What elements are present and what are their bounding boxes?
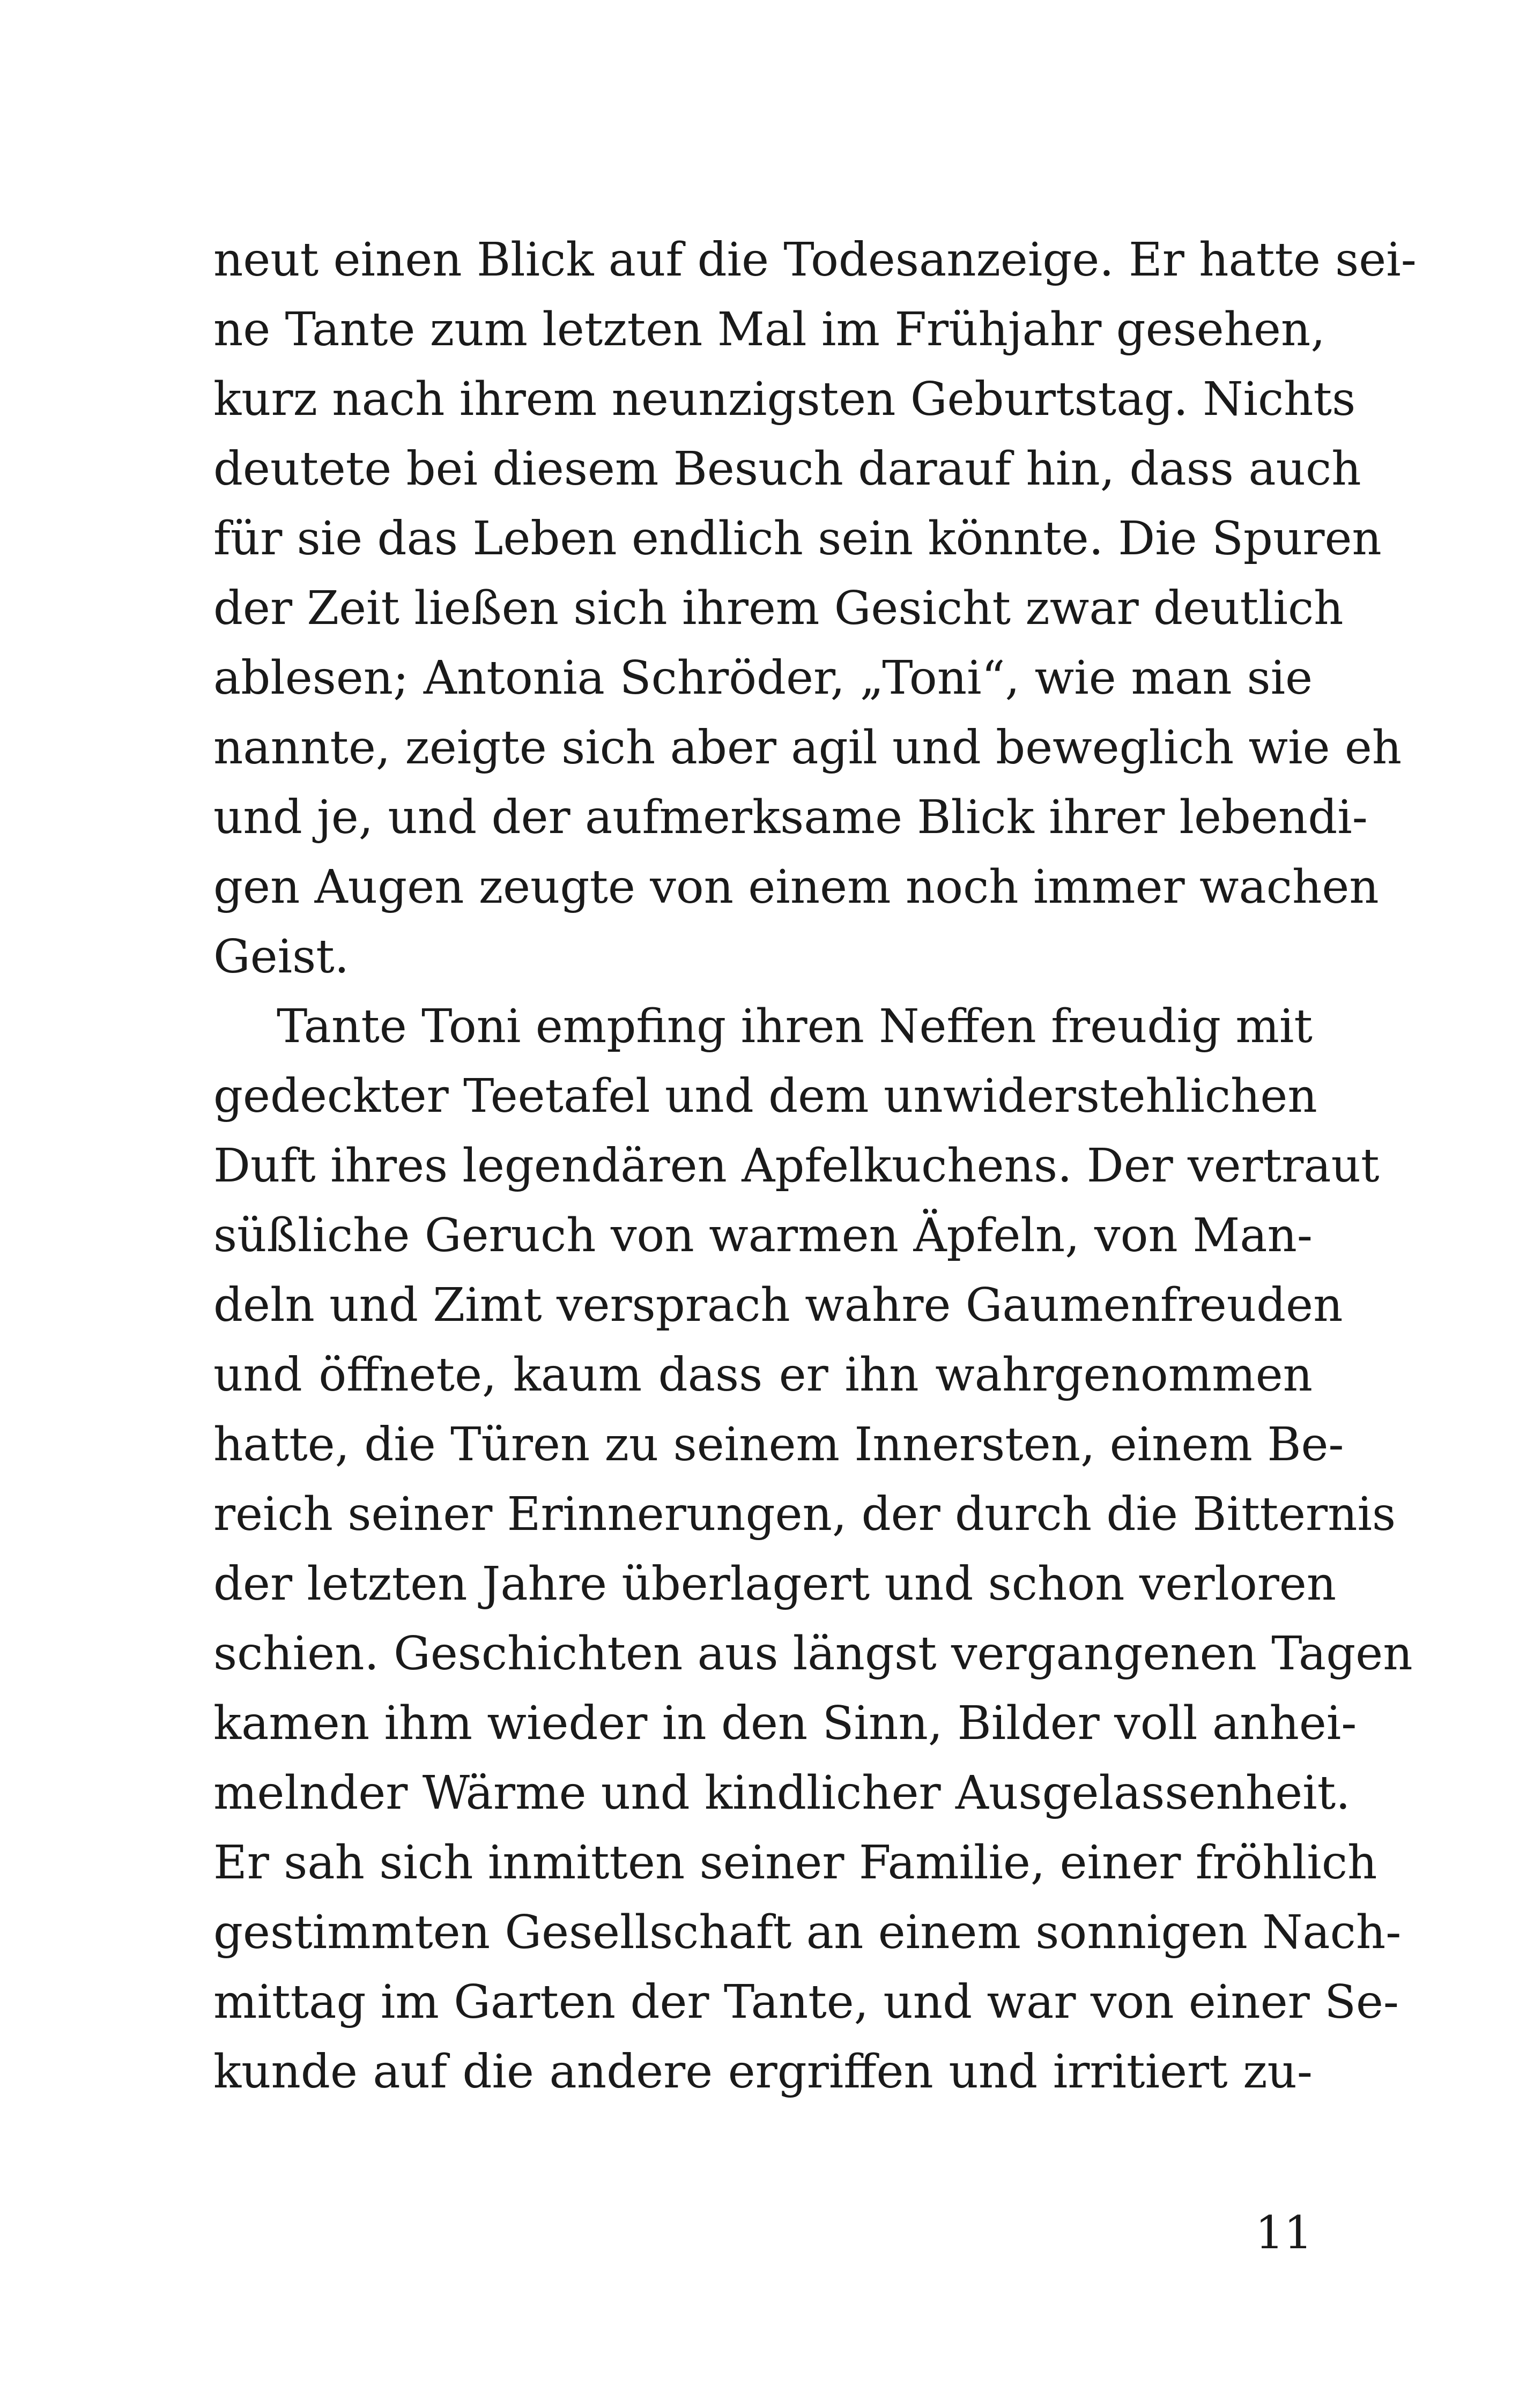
text-line: nannte, zeigte sich aber agil und beweglich wie eh	[213, 721, 1402, 775]
text-line: gen Augen zeugte von einem noch immer wachen	[213, 860, 1379, 914]
text-line: deln und Zimt versprach wahre Gaumenfreuden	[213, 1279, 1343, 1332]
text-line: schien. Geschichten aus längst vergangenen Tagen	[213, 1627, 1413, 1681]
text-line: mittag im Garten der Tante, und war von einer Se-	[213, 1975, 1399, 2029]
text-line: und je, und der aufmerksame Blick ihrer lebendi-	[213, 791, 1368, 844]
text-line-paragraph-start: Tante Toni empfing ihren Neffen freudig mit	[277, 1000, 1313, 1053]
text-line: melnder Wärme und kindlicher Ausgelassenheit.	[213, 1766, 1351, 1820]
text-line: ablesen; Antonia Schröder, „Toni“, wie man sie	[213, 651, 1313, 705]
text-line: kurz nach ihrem neunzigsten Geburtstag. Nichts	[213, 373, 1356, 426]
text-line: reich seiner Erinnerungen, der durch die Bitternis	[213, 1488, 1396, 1541]
body-text	[213, 225, 1417, 2107]
text-line: für sie das Leben endlich sein könnte. Die Spuren	[213, 512, 1382, 566]
text-line: gedeckter Teetafel und dem unwiderstehlichen	[213, 1069, 1317, 1123]
text-line: Duft ihres legendären Apfelkuchens. Der vertraut	[213, 1139, 1380, 1193]
text-line: neut einen Blick auf die Todesanzeige. Er hatte sei-	[213, 233, 1417, 287]
text-line: deutete bei diesem Besuch darauf hin, dass auch	[213, 442, 1361, 496]
page-number: 11	[1255, 2206, 1313, 2259]
text-line: süßliche Geruch von warmen Äpfeln, von Man-	[213, 1209, 1313, 1262]
text-line: ne Tante zum letzten Mal im Frühjahr gesehen,	[213, 303, 1325, 356]
text-line: kamen ihm wieder in den Sinn, Bilder voll anhei-	[213, 1697, 1357, 1750]
text-line: der letzten Jahre überlagert und schon verloren	[213, 1557, 1337, 1611]
text-line: hatte, die Türen zu seinem Innersten, einem Be-	[213, 1418, 1344, 1471]
text-line: und öffnete, kaum dass er ihn wahrgenommen	[213, 1348, 1313, 1402]
text-line: der Zeit ließen sich ihrem Gesicht zwar deutlich	[213, 582, 1344, 635]
text-line: Er sah sich inmitten seiner Familie, einer fröhlich	[213, 1836, 1377, 1890]
text-line: kunde auf die andere ergriffen und irritiert zu-	[213, 2045, 1313, 2099]
text-line: gestimmten Gesellschaft an einem sonnigen Nach-	[213, 1906, 1402, 1959]
text-line-paragraph-end: Geist.	[213, 930, 350, 984]
